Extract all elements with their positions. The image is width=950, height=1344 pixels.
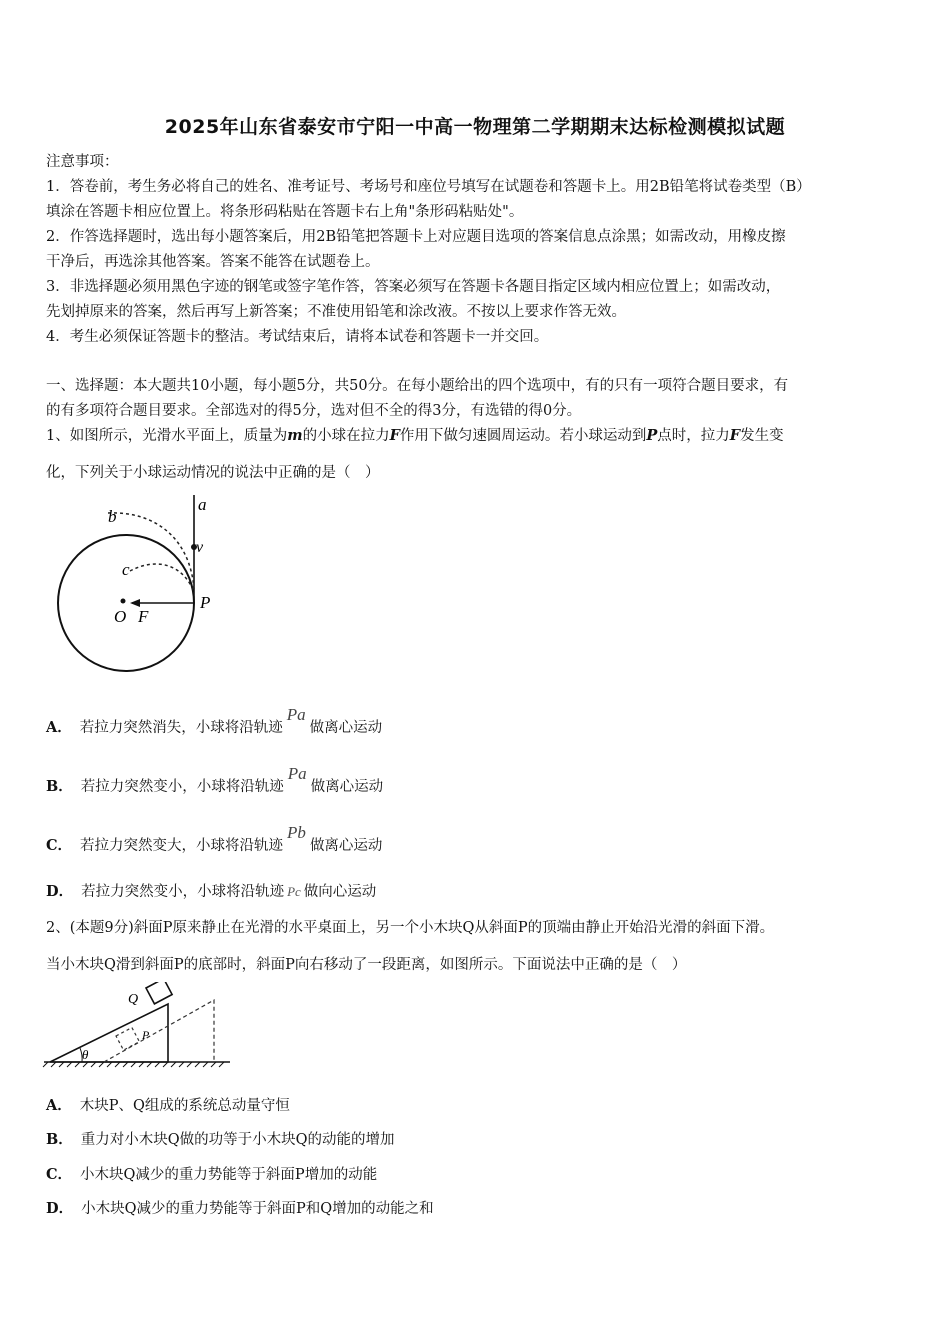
label-a: a: [198, 495, 207, 514]
var-P: P: [646, 427, 658, 444]
center-dot: [121, 599, 126, 604]
label-b: b: [108, 507, 117, 526]
label-P: P: [200, 593, 211, 612]
force-arrow-head: [130, 599, 140, 607]
notice-line: 填涂在答题卡相应位置上。将条形码粘贴在答题卡右上角"条形码粘贴处"。: [46, 204, 524, 220]
option-text: 小木块Q减少的重力势能等于斜面P增加的动能: [80, 1167, 378, 1183]
option-letter: D．: [46, 1200, 74, 1217]
section-instructions: 的有多项符合题目要求。全部选对的得5分，选对但不全的得3分，有选错的得0分。: [46, 403, 582, 419]
stem-text: 的小球在拉力: [302, 428, 390, 444]
option-text: 若拉力突然变小，小球将沿轨迹: [80, 779, 284, 795]
path-label: Pc: [287, 884, 301, 899]
notice-line: 4．考生必须保证答题卡的整洁。考试结束后，请将本试卷和答题卡一并交回。: [46, 329, 549, 345]
question-1-stem-line2: 化，下列关于小球运动情况的说法中正确的是（ ）: [46, 465, 380, 481]
notice-heading: 注意事项：: [46, 154, 119, 170]
option-letter: C．: [46, 1166, 73, 1183]
incline-P: [50, 1004, 168, 1062]
option-letter: C．: [46, 837, 73, 854]
option-letter: A．: [46, 719, 72, 736]
option-d[interactable]: [46, 882, 916, 902]
option-end: 做向心运动: [303, 884, 377, 900]
option-text: 若拉力突然变大，小球将沿轨迹: [80, 838, 284, 854]
option-d[interactable]: [46, 1199, 916, 1219]
notice-line: 先划掉原来的答案，然后再写上新答案；不准使用铅笔和涂改液。不按以上要求作答无效。: [46, 304, 626, 320]
section-instructions: 一、选择题：本大题共10小题，每小题5分，共50分。在每小题给出的四个选项中，有的只有一项符合题目要求，有: [46, 378, 789, 394]
option-c[interactable]: [46, 1165, 916, 1185]
label-v: v: [196, 539, 204, 556]
label-theta: θ: [82, 1047, 89, 1062]
question-2-stem-line2: 当小木块Q滑到斜面P的底部时，斜面P向右移动了一段距离，如图所示。下面说法中正确的是（ ）: [46, 957, 687, 973]
label-Q: Q: [128, 992, 139, 1007]
stem-text: 点时，拉力: [657, 428, 730, 444]
block-Q: [146, 982, 172, 1004]
path-label: Pa: [286, 705, 306, 724]
page-title: 2025年山东省泰安市宁阳一中高一物理第二学期期末达标检测模拟试题: [164, 116, 786, 138]
path-b: [108, 513, 194, 589]
notice-line: 干净后，再选涂其他答案。答案不能答在试题卷上。: [46, 254, 380, 270]
option-b[interactable]: [46, 764, 916, 797]
option-a[interactable]: [46, 705, 916, 738]
label-O: O: [114, 607, 127, 626]
notice-line: 2．作答选择题时，选出每小题答案后，用2B铅笔把答题卡上对应题目选项的答案信息点涂黑；如需改动，用橡皮擦: [46, 229, 786, 245]
notice-line: 1．答卷前，考生务必将自己的姓名、准考证号、考场号和座位号填写在试题卷和答题卡上。用2B铅笔将试卷类型（B）: [46, 179, 811, 195]
stem-text: 发生变: [740, 428, 784, 444]
option-text: 重力对小木块Q做的功等于小木块Q的动能的增加: [80, 1132, 395, 1148]
option-text: 若拉力突然变小，小球将沿轨迹: [81, 884, 285, 900]
path-label: Pa: [287, 764, 307, 783]
stem-text: 作用下做匀速圆周运动。若小球运动到: [399, 428, 647, 444]
circular-motion-figure: [50, 493, 240, 693]
option-letter: B．: [46, 1131, 73, 1148]
incline-figure: [42, 982, 242, 1072]
option-a[interactable]: [46, 1096, 916, 1116]
option-text: 木块P、Q组成的系统总动量守恒: [79, 1098, 290, 1114]
option-text: 若拉力突然消失，小球将沿轨迹: [79, 720, 283, 736]
option-end: 做离心运动: [309, 720, 383, 736]
label-F: F: [138, 607, 149, 626]
var-m: m: [287, 427, 303, 444]
question-1-stem: [46, 426, 916, 446]
option-b[interactable]: [46, 1130, 916, 1150]
path-label: Pb: [287, 823, 306, 842]
option-letter: A．: [46, 1097, 72, 1114]
option-letter: D．: [46, 883, 74, 900]
option-end: 做离心运动: [310, 779, 384, 795]
stem-text: 1、如图所示，光滑水平面上，质量为: [46, 428, 288, 444]
label-c: c: [122, 560, 130, 579]
option-letter: B．: [46, 778, 73, 795]
question-2-stem: 2、(本题9分)斜面P原来静止在光滑的水平桌面上，另一个小木块Q从斜面P的顶端由静止开始沿光滑的斜面下滑。: [46, 920, 775, 936]
notice-line: 3．非选择题必须用黑色字迹的钢笔或签字笔作答，答案必须写在答题卡各题目指定区域内相应位置上；如需改动，: [46, 279, 781, 295]
option-c[interactable]: [46, 823, 916, 856]
label-P: P: [142, 1028, 150, 1042]
option-end: 做离心运动: [309, 838, 383, 854]
option-text: 小木块Q减少的重力势能等于斜面P和Q增加的动能之和: [81, 1201, 434, 1217]
var-F: F: [389, 427, 400, 444]
block-Q-dashed: [116, 1028, 139, 1051]
var-F: F: [729, 427, 741, 444]
